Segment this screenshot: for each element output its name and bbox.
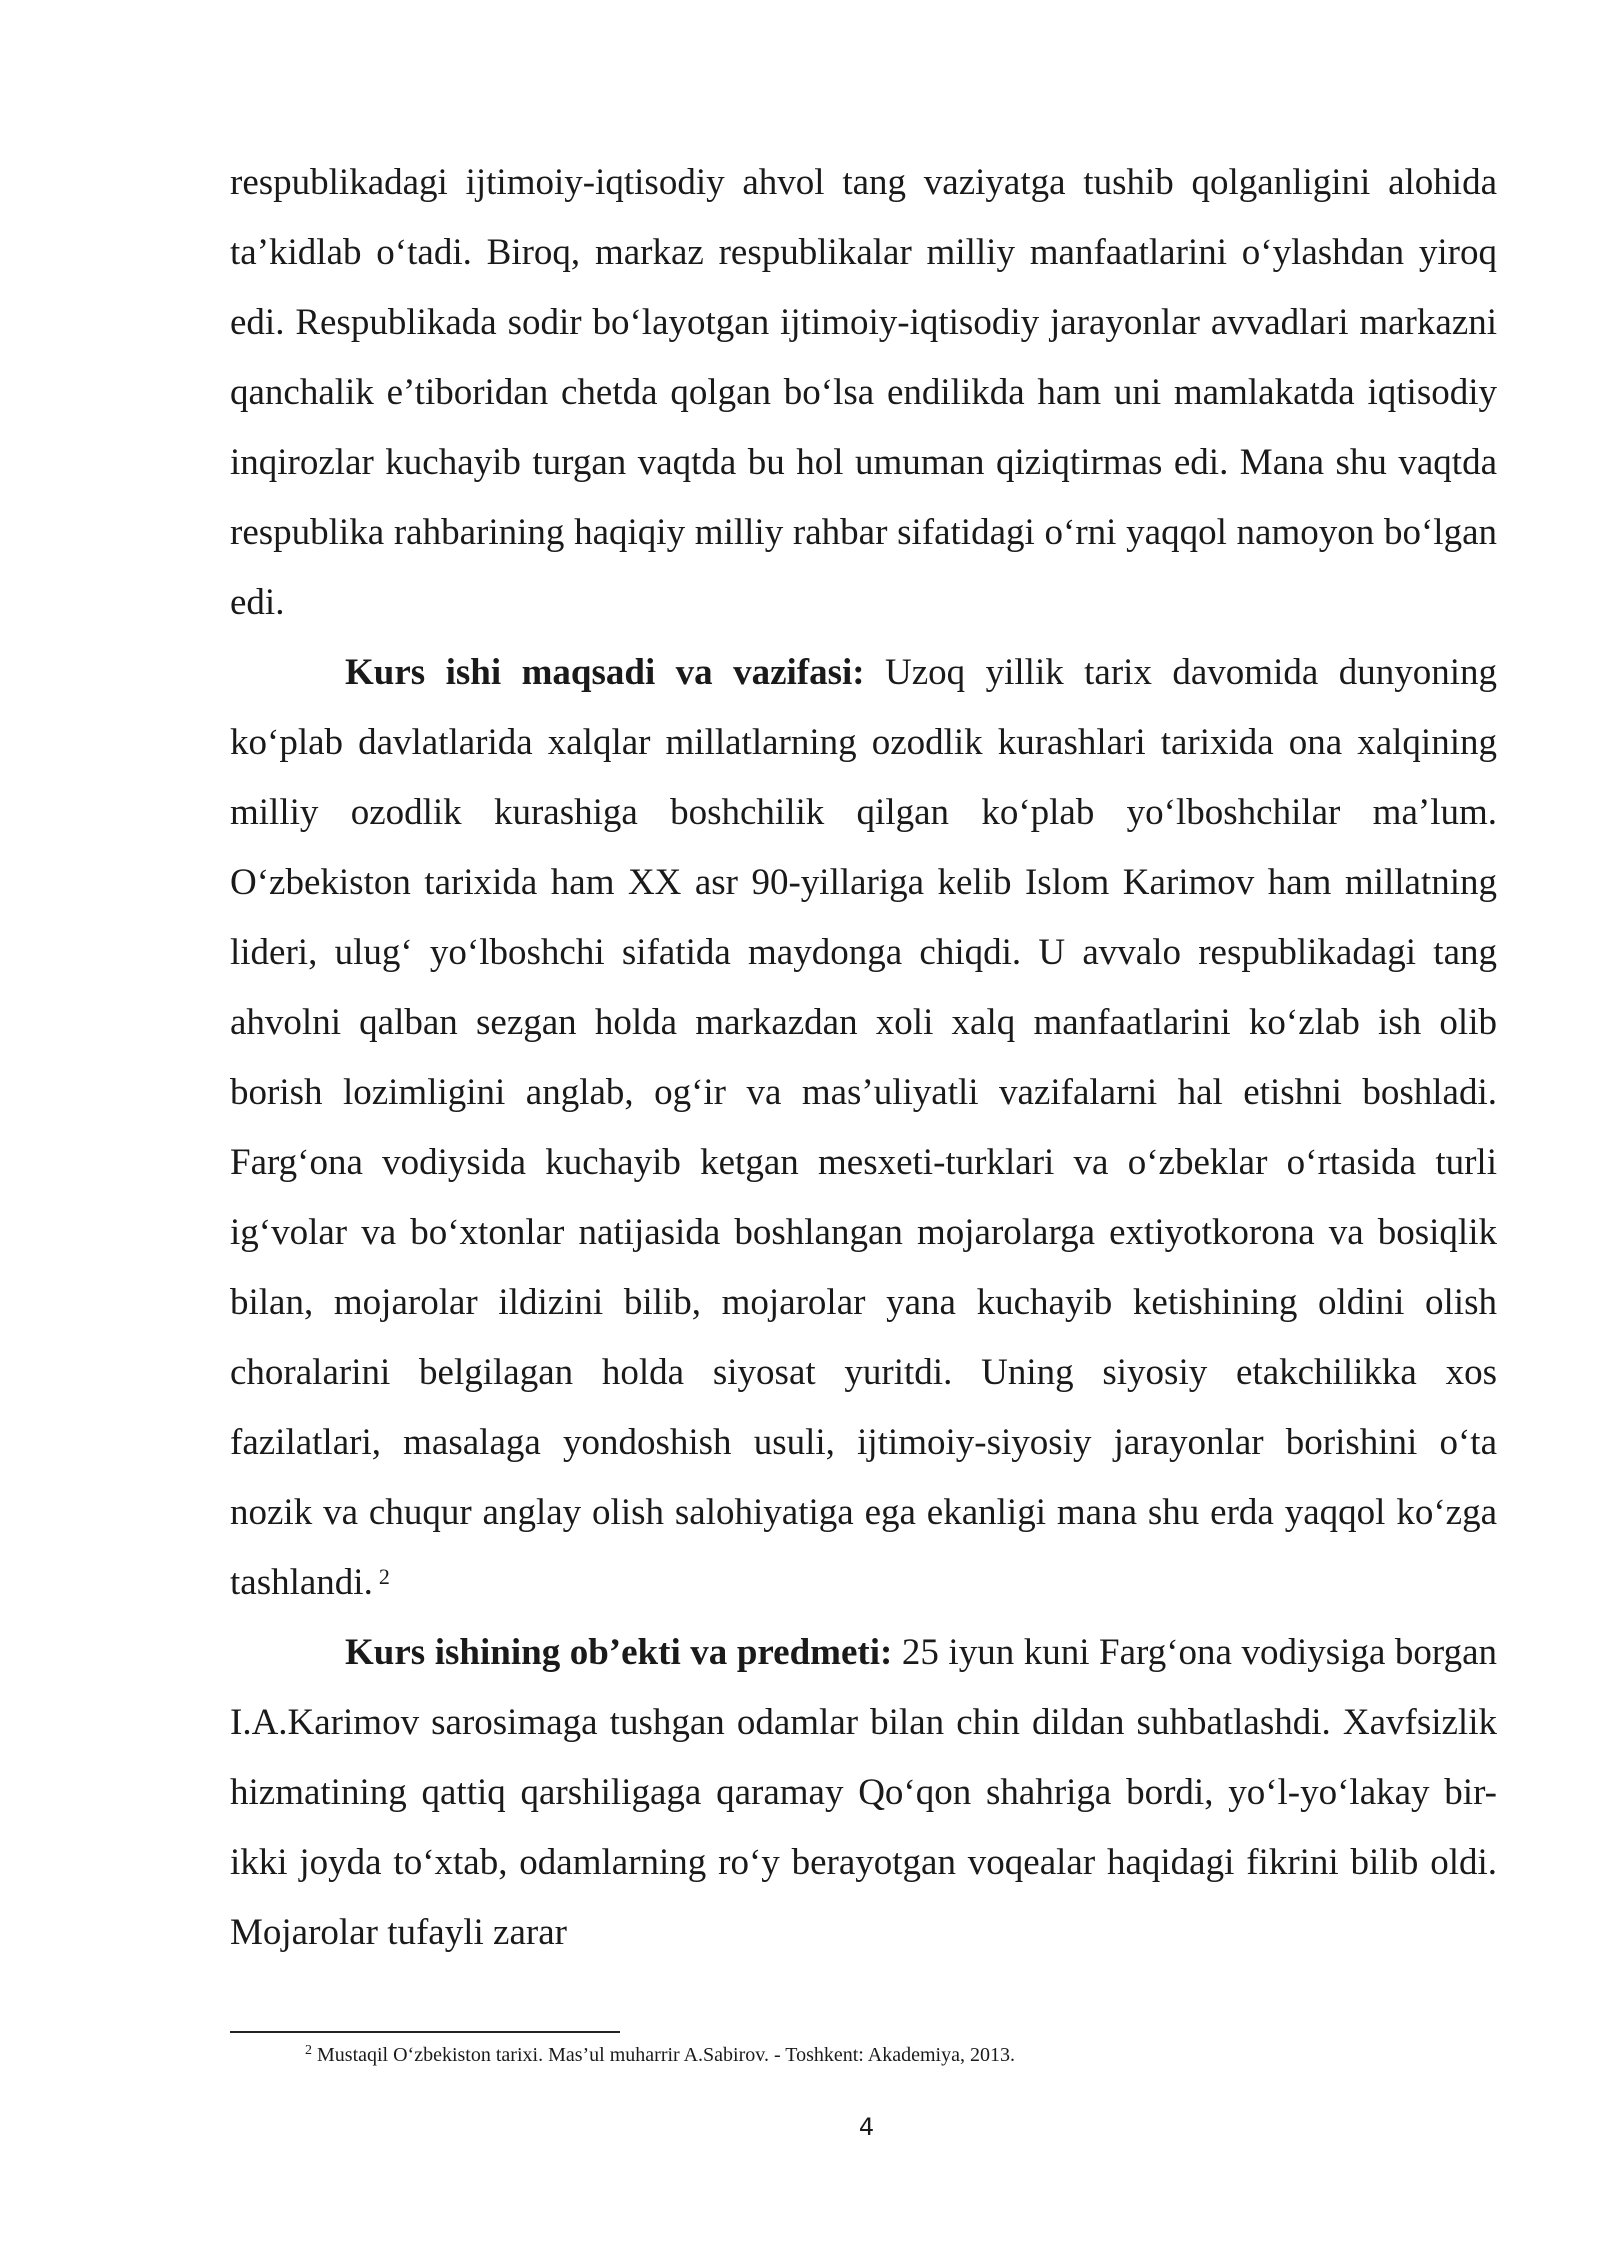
section-heading-object: Kurs ishining ob’ekti va predmeti: bbox=[345, 1632, 893, 1673]
footnote-number: 2 bbox=[305, 2043, 312, 2058]
footnote-text: Mustaqil O‘zbekiston tarixi. Mas’ul muharrir A.Sabirov. - Toshkent: Akademiya, 2013. bbox=[317, 2044, 1015, 2066]
paragraph-2-text: Uzoq yillik tarix davomida dunyoning ko‘plab davlatlarida xalqlar millatlarning ozodlik kurashlari tarixida ona xalqining milliy ozodlik kurashiga boshchilik qilgan ko‘plab yo‘lboshchilar ma’lum. O‘zbekiston tarixida ham XX asr 90-yillariga kelib Islom Karimov ham millatning lideri, ulug‘ yo‘lboshchi sifatida maydonga chiqdi. U avvalo respublikadagi tang ahvolni qalban sezgan holda markazdan xoli xalq manfaatlarini ko‘zlab ish olib borish lozimligini anglab, og‘ir va mas’uliyatli vazifalarni hal etishni boshladi. Farg‘ona vodiysida kuchayib ketgan mesxeti-turklari va o‘zbeklar o‘rtasida turli ig‘volar va bo‘xtonlar natijasida boshlangan mojarolarga extiyotkorona va bosiqlik bilan, mojarolar ildizini bilib, mojarolar yana kuchayib ketishining oldini olish choralarini belgilagan holda siyosat yuritdi. Uning siyosiy etakchilikka xos fazilatlari, masalaga yondoshish usuli, ijtimoiy-siyosiy jarayonlar borishini o‘ta nozik va chuqur anglay olish salohiyatiga ega ekanligi mana shu erda yaqqol ko‘zga tashlandi. bbox=[230, 652, 1497, 1603]
body-paragraph-1: respublikadagi ijtimoiy-iqtisodiy ahvol tang vaziyatga tushib qolganligini alohida ta’kidlab o‘tadi. Biroq, markaz respublikalar milliy manfaatlarini o‘ylashdan yiroq edi. Respublikada sodir bo‘layotgan ijtimoiy-iqtisodiy jarayonlar avvadlari markazni qanchalik e’tiboridan chetda qolgan bo‘lsa endilikda ham uni mamlakatda iqtisodiy inqirozlar kuchayib turgan vaqtda bu hol umuman qiziqtirmas edi. Mana shu vaqtda respublika rahbarining haqiqiy milliy rahbar sifatidagi o‘rni yaqqol namoyon bo‘lgan edi. bbox=[230, 162, 1497, 623]
page-body bbox=[230, 148, 1497, 1968]
paragraph-3-text: 25 iyun kuni Farg‘ona vodiysiga borgan I.A.Karimov sarosimaga tushgan odamlar bilan chin dildan suhbatlashdi. Xavfsizlik hizmatining qattiq qarshiligaga qaramay Qo‘qon shahriga bordi, yo‘l-yo‘lakay bir-ikki joyda to‘xtab, odamlarning ro‘y berayotgan voqealar haqidagi fikrini bilib oldi. Mojarolar tufayli zarar bbox=[230, 1632, 1497, 1953]
body-paragraph-3 bbox=[230, 1618, 1497, 1968]
section-heading-goals: Kurs ishi maqsadi va vazifasi: bbox=[345, 652, 865, 693]
footnote-separator bbox=[230, 2031, 620, 2033]
footnote-reference[interactable]: 2 bbox=[378, 1564, 390, 1589]
body-paragraph-2 bbox=[230, 638, 1497, 1618]
footnote bbox=[305, 2040, 1015, 2070]
page-number: 4 bbox=[858, 2113, 875, 2141]
